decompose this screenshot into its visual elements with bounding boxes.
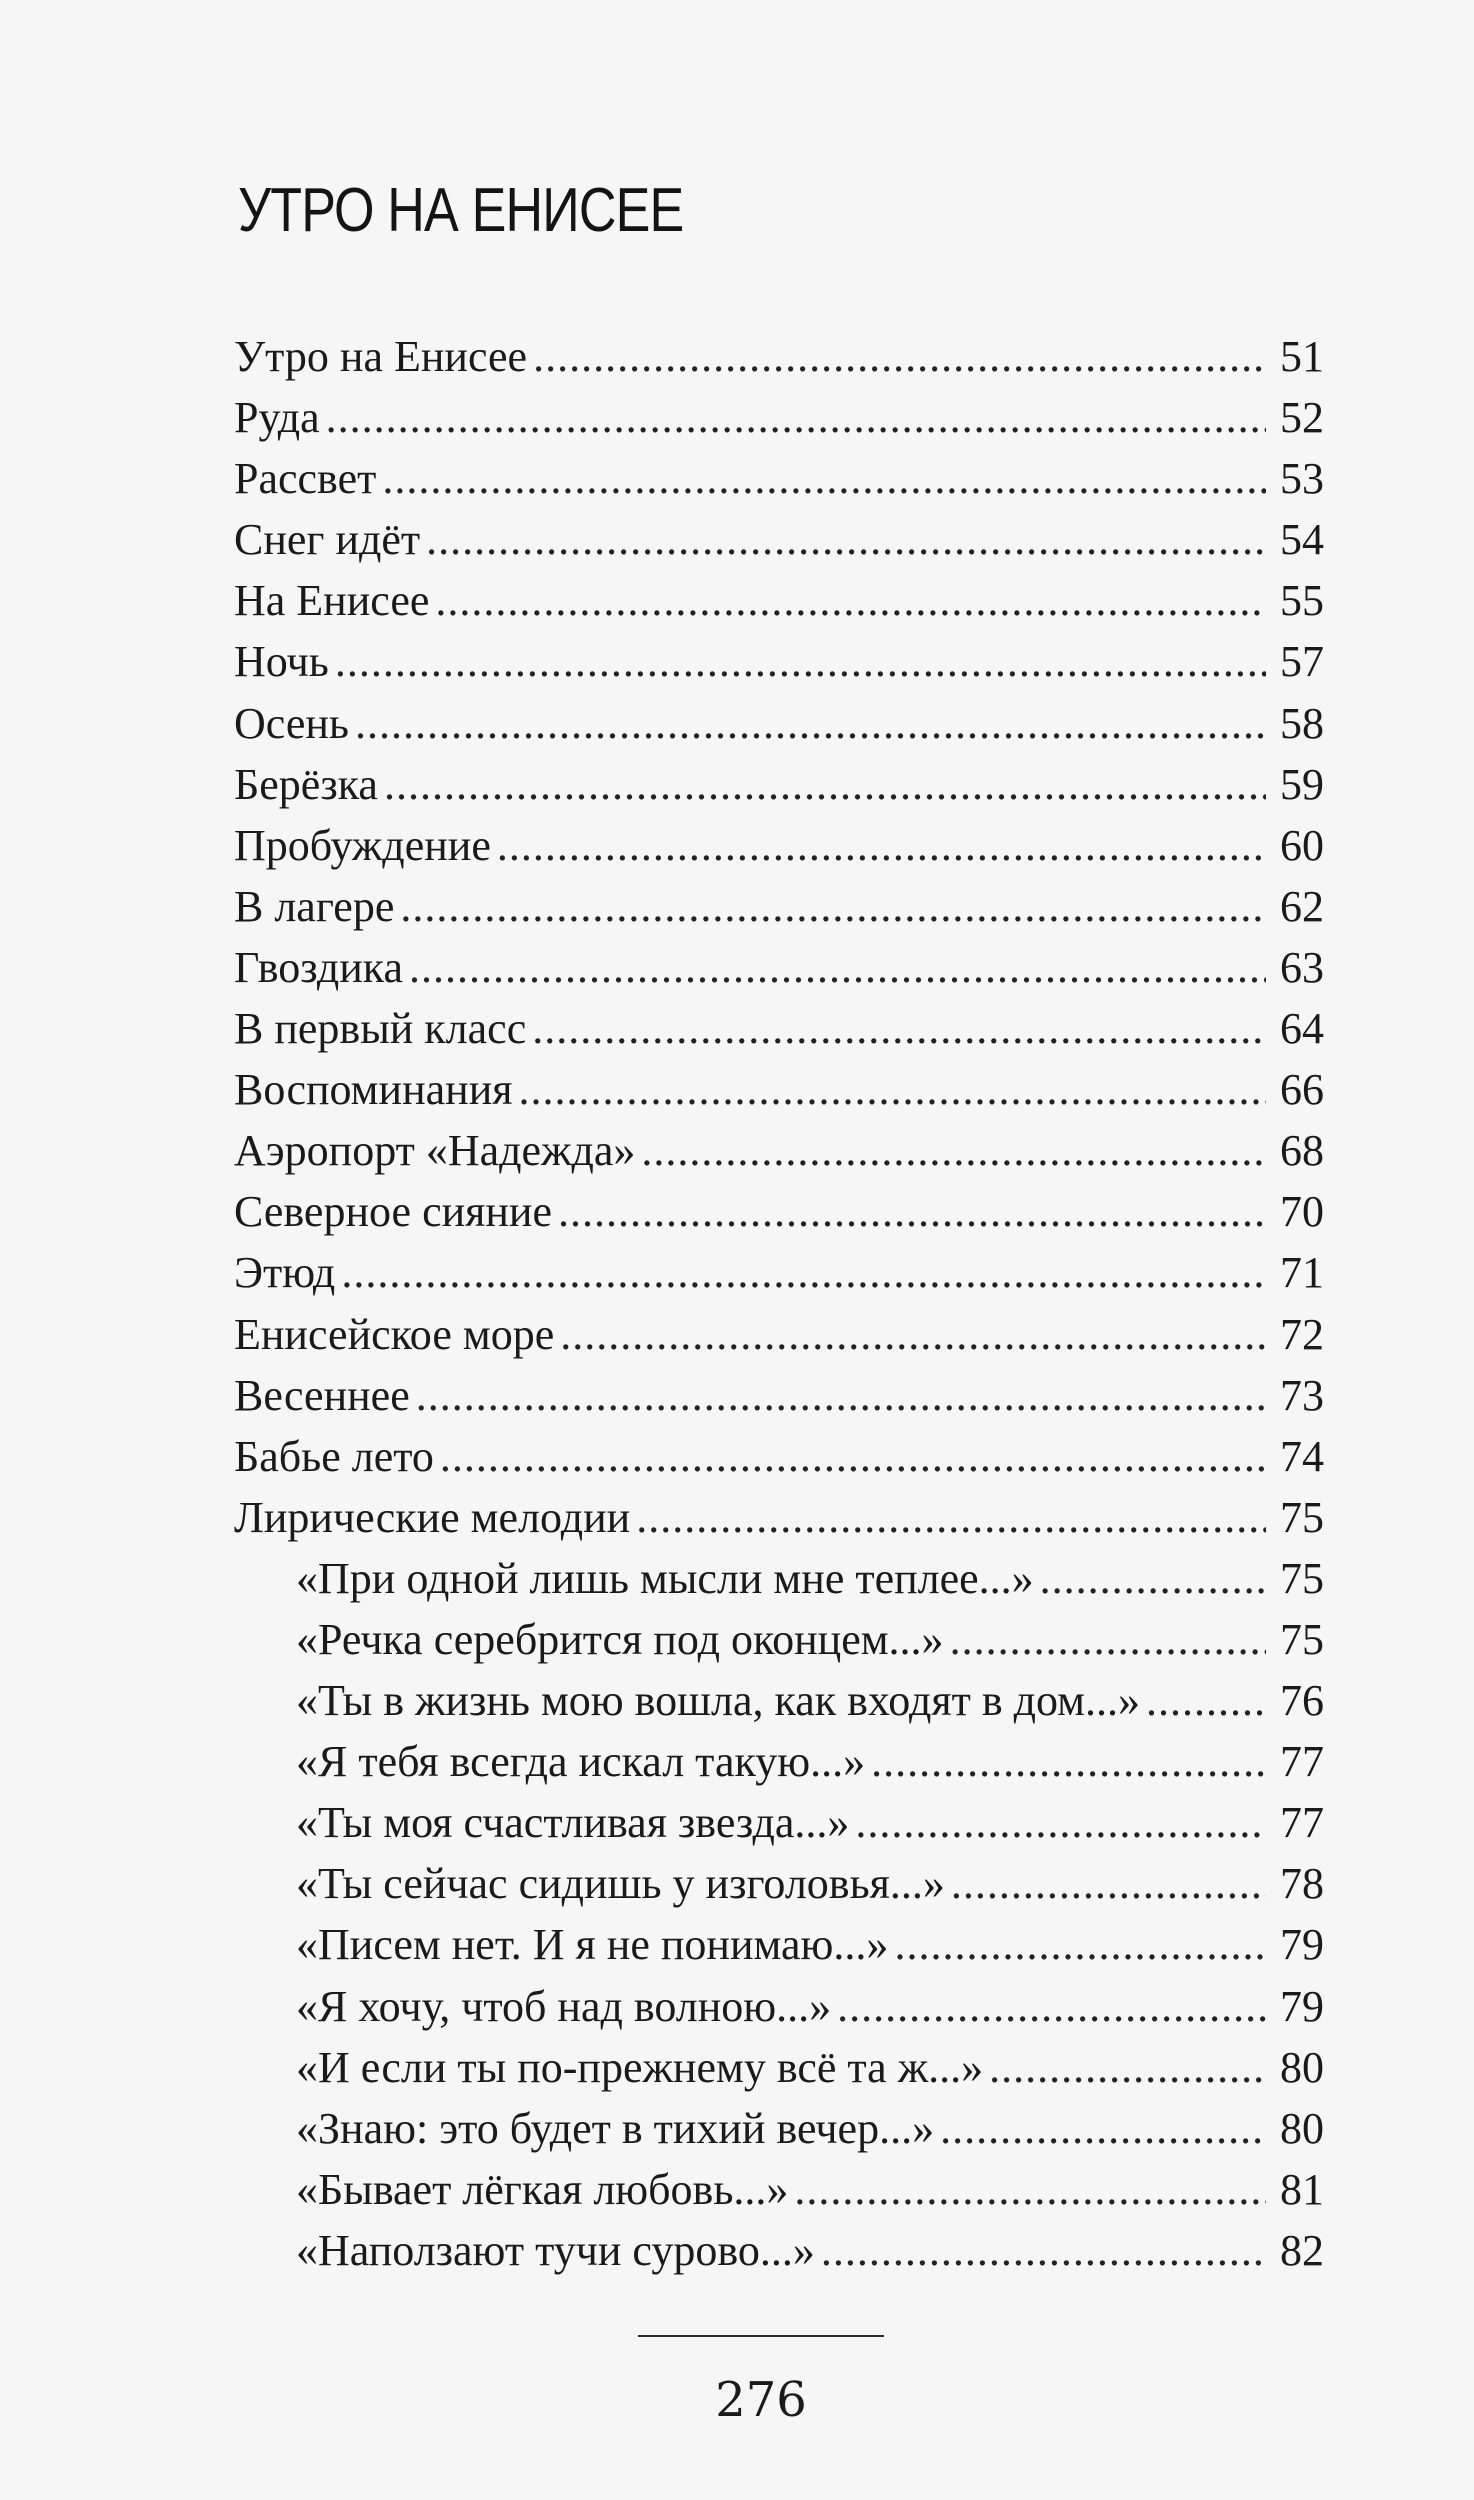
toc-entry-page: 80 [1280, 2103, 1324, 2153]
toc-subentry [234, 2098, 1324, 2159]
dot-leader [426, 509, 1266, 570]
toc-entry-title: «И если ты по-прежнему всё та ж...» [296, 2042, 984, 2092]
toc-entry-title: Снег идёт [234, 515, 421, 565]
dot-leader [326, 387, 1266, 448]
toc-entry-title: «Писем нет. И я не понимаю...» [296, 1920, 889, 1970]
toc-entry-title: Этюд [234, 1248, 336, 1298]
toc-entry [234, 998, 1324, 1059]
dot-leader [533, 326, 1266, 387]
dot-leader [400, 876, 1266, 937]
toc-entry-title: На Енисее [234, 576, 430, 626]
toc-subentry [234, 1853, 1324, 1914]
toc-entry-page: 79 [1280, 1981, 1324, 2031]
toc-entry-page: 55 [1280, 576, 1324, 626]
toc-entry-title: «Я тебя всегда искал такую...» [296, 1737, 866, 1787]
toc-entry-title: «Речка серебрится под оконцем...» [296, 1614, 944, 1664]
dot-leader [950, 1609, 1266, 1670]
toc-entry-title: Гвоздика [234, 942, 403, 992]
toc-entry [234, 509, 1324, 570]
toc-subentry [234, 2159, 1324, 2220]
toc-entry-title: «Бывает лёгкая любовь...» [296, 2164, 789, 2214]
dot-leader [532, 998, 1266, 1059]
dot-leader [636, 1487, 1266, 1548]
toc-entry [234, 1242, 1324, 1303]
dot-leader [560, 1304, 1266, 1365]
dot-leader [855, 1792, 1266, 1853]
dot-leader [821, 2220, 1266, 2281]
dot-leader [794, 2159, 1266, 2220]
toc-entry-page: 62 [1280, 881, 1324, 931]
toc-entry-page: 59 [1280, 759, 1324, 809]
toc-entry [234, 1426, 1324, 1487]
toc-subentry [234, 1914, 1324, 1975]
toc-entry-title: В лагере [234, 881, 395, 931]
dot-leader [341, 1242, 1266, 1303]
dot-leader [355, 693, 1266, 754]
dot-leader [409, 937, 1266, 998]
toc-subentry [234, 1548, 1324, 1609]
toc-entry-page: 70 [1280, 1187, 1324, 1237]
toc-entry-page: 58 [1280, 698, 1324, 748]
toc-entry [234, 387, 1324, 448]
toc-entry [234, 1059, 1324, 1120]
toc-entry-title: «Ты моя счастливая звезда...» [296, 1798, 850, 1848]
toc-entry-title: Весеннее [234, 1370, 410, 1420]
page-number: 276 [715, 2372, 807, 2428]
toc-entry-page: 71 [1280, 1248, 1324, 1298]
toc-entry-title: В первый класс [234, 1004, 527, 1054]
dot-leader [558, 1181, 1266, 1242]
footer-rule [638, 2335, 884, 2337]
toc-entry [234, 326, 1324, 387]
toc-entry-title: Утро на Енисее [234, 332, 528, 381]
dot-leader [382, 448, 1266, 509]
dot-leader [497, 815, 1266, 876]
toc-entry-title: Пробуждение [234, 820, 491, 870]
toc-entry [234, 876, 1324, 937]
toc-entry-title: Воспоминания [234, 1065, 513, 1115]
toc-entry-title: Лирические мелодии [234, 1492, 631, 1542]
toc-entry-page: 72 [1280, 1309, 1324, 1359]
toc-entry-title: Аэропорт «Надежда» [234, 1126, 636, 1176]
toc-entry [234, 937, 1324, 998]
toc-entry-page: 57 [1280, 637, 1324, 687]
toc-entry-title: Северное сияние [234, 1187, 553, 1237]
dot-leader [1040, 1548, 1266, 1609]
toc-entry [234, 815, 1324, 876]
dot-leader [951, 1853, 1266, 1914]
dot-leader [940, 2098, 1266, 2159]
toc-entry-page: 75 [1280, 1614, 1324, 1664]
toc-entry-page: 54 [1280, 515, 1324, 565]
toc-entry-title: «При одной лишь мысли мне теплее...» [296, 1553, 1034, 1603]
dot-leader [894, 1914, 1266, 1975]
toc-entry-page: 53 [1280, 454, 1324, 504]
toc-entry-page: 79 [1280, 1920, 1324, 1970]
toc-subentry [234, 2037, 1324, 2098]
toc-entry [234, 1304, 1324, 1365]
toc-entry [234, 570, 1324, 631]
toc-entry-page: 77 [1280, 1737, 1324, 1787]
toc-entry-page: 52 [1280, 393, 1324, 443]
toc-entry-title: Ночь [234, 637, 329, 687]
toc-entry [234, 1365, 1324, 1426]
toc-entry [234, 693, 1324, 754]
toc-entry-page: 78 [1280, 1859, 1324, 1909]
toc-entry-title: Енисейское море [234, 1309, 555, 1359]
toc-subentry [234, 1670, 1324, 1731]
toc-entry-page: 68 [1280, 1126, 1324, 1176]
dot-leader [989, 2037, 1266, 2098]
dot-leader [435, 570, 1266, 631]
toc-entry-page: 63 [1280, 942, 1324, 992]
dot-leader [416, 1365, 1266, 1426]
table-of-contents [234, 326, 1324, 2281]
toc-entry [234, 448, 1324, 509]
dot-leader [384, 754, 1266, 815]
toc-entry-title: Бабье лето [234, 1431, 434, 1481]
toc-entry [234, 1120, 1324, 1181]
toc-entry-title: Берёзка [234, 759, 378, 809]
toc-entry-page: 51 [1280, 332, 1324, 381]
toc-subentry [234, 1731, 1324, 1792]
toc-entry-title: «Ты в жизнь мою вошла, как входят в дом...» [296, 1676, 1140, 1726]
dot-leader [641, 1120, 1266, 1181]
dot-leader [518, 1059, 1266, 1120]
toc-subentry [234, 2220, 1324, 2281]
toc-subentry [234, 1792, 1324, 1853]
toc-entry-page: 77 [1280, 1798, 1324, 1848]
toc-entry-page: 60 [1280, 820, 1324, 870]
toc-entry-page: 73 [1280, 1370, 1324, 1420]
toc-entry-title: Осень [234, 698, 349, 748]
toc-entry-page: 76 [1280, 1676, 1324, 1726]
toc-entry-title: «Я хочу, чтоб над волною...» [296, 1981, 832, 2031]
toc-subentry [234, 1609, 1324, 1670]
toc-entry-title: «Ты сейчас сидишь у изголовья...» [296, 1859, 945, 1909]
toc-entry-page: 66 [1280, 1065, 1324, 1115]
dot-leader [440, 1426, 1266, 1487]
toc-subentry [234, 1976, 1324, 2037]
toc-entry-page: 75 [1280, 1553, 1324, 1603]
toc-entry-page: 75 [1280, 1492, 1324, 1542]
dot-leader [335, 631, 1266, 692]
toc-entry-page: 82 [1280, 2225, 1324, 2275]
toc-entry-page: 81 [1280, 2164, 1324, 2214]
dot-leader [837, 1976, 1266, 2037]
toc-entry [234, 754, 1324, 815]
toc-entry [234, 1487, 1324, 1548]
toc-entry [234, 1181, 1324, 1242]
toc-entry [234, 631, 1324, 692]
toc-entry-title: «Наползают тучи сурово...» [296, 2225, 815, 2275]
toc-entry-title: «Знаю: это будет в тихий вечер...» [296, 2103, 935, 2153]
toc-entry-title: Руда [234, 393, 320, 443]
toc-entry-page: 64 [1280, 1004, 1324, 1054]
toc-entry-title: Рассвет [234, 454, 377, 504]
toc-entry-page: 80 [1280, 2042, 1324, 2092]
section-title: УТРО НА ЕНИСЕЕ [238, 176, 684, 245]
dot-leader [871, 1731, 1266, 1792]
toc-entry-page: 74 [1280, 1431, 1324, 1481]
dot-leader [1146, 1670, 1266, 1731]
